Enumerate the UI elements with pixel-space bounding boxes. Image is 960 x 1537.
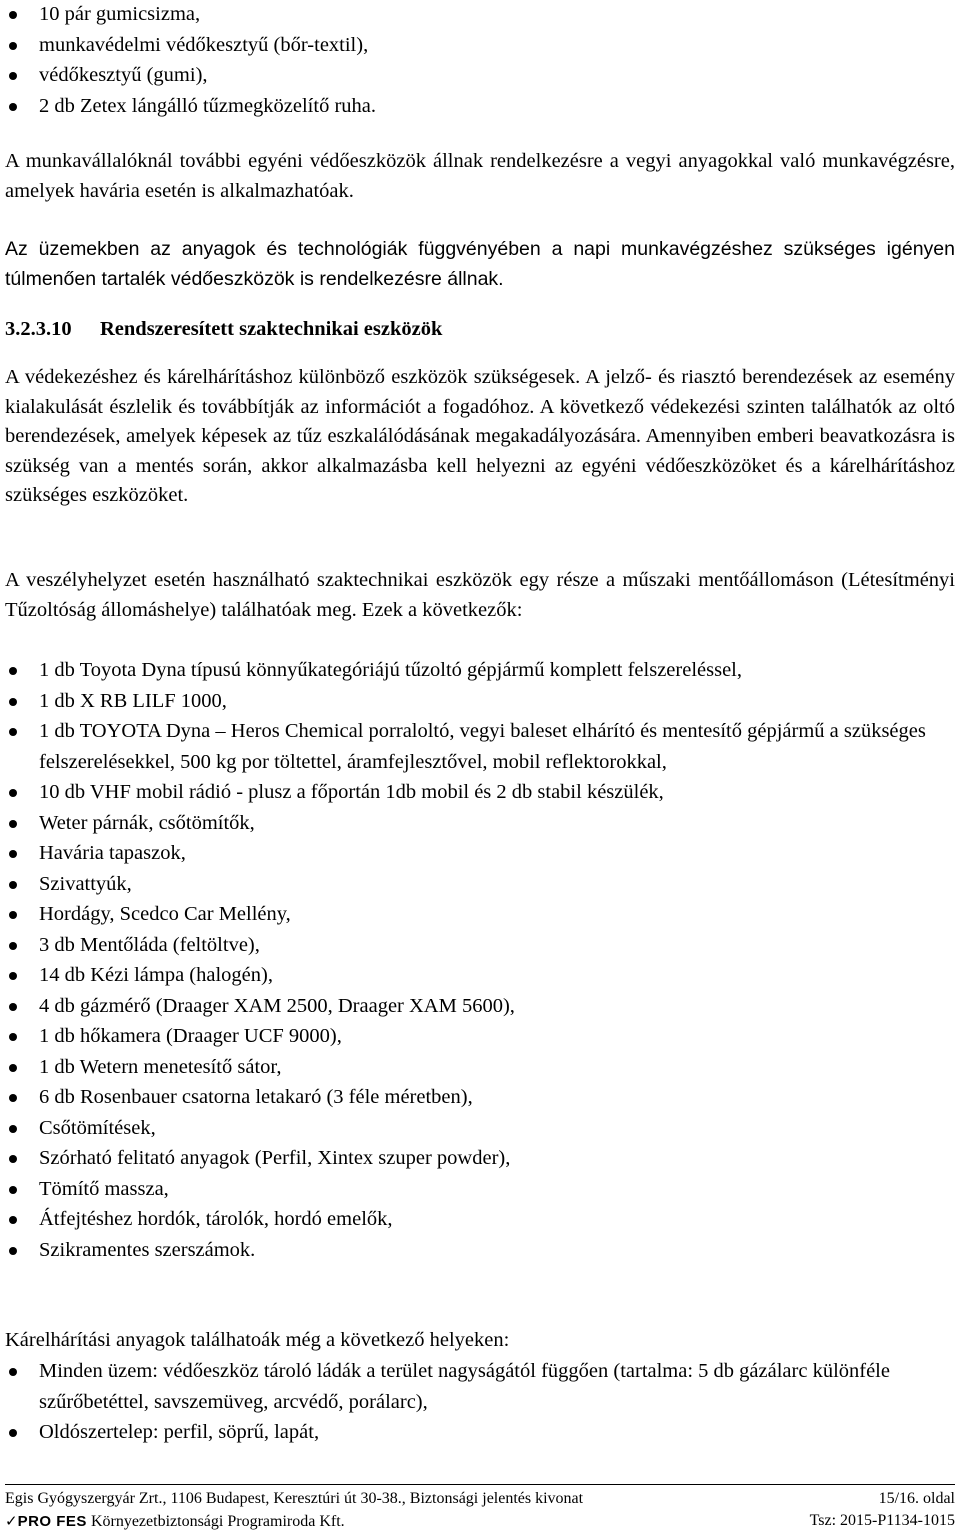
paragraph-reserve-equipment	[5, 234, 955, 294]
list-item: 2 db Zetex lángálló tűzmegközelítő ruha.	[5, 91, 955, 122]
list-item: 1 db Wetern menetesítő sátor,	[5, 1052, 955, 1083]
list-item: 4 db gázmérő (Draager XAM 2500, Draager XAM 5600),	[5, 991, 955, 1022]
footer-row-top	[5, 1490, 955, 1508]
equipment-list	[5, 655, 955, 1265]
list-item: 14 db Kézi lámpa (halogén),	[5, 960, 955, 991]
list-item: Oldószertelep: perfil, söprű, lapát,	[5, 1417, 955, 1448]
list-item: Weter párnák, csőtömítők,	[5, 808, 955, 839]
paragraph-text: A veszélyhelyzet esetén használható szaktechnikai eszközök egy része a műszaki mentőállomáson (Létesítményi Tűzoltóság állomáshelye) találhatóak meg. Ezek a következők:	[5, 569, 955, 621]
footer-row-bottom	[5, 1512, 955, 1531]
footer-company-name: Környezetbiztonsági Programiroda Kft.	[90, 1513, 345, 1530]
checkmark-icon: ✓	[5, 1512, 18, 1530]
section-number: 3.2.3.10	[5, 318, 72, 340]
list-item: Tömítő massza,	[5, 1174, 955, 1205]
footer-reference-number: Tsz: 2015-P1134-1015	[809, 1512, 955, 1529]
paragraph-protective-equipment	[5, 147, 955, 206]
paragraph-text: A munkavállalóknál további egyéni védőeszközök állnak rendelkezésre a vegyi anyagokkal való munkavégzésre, amelyek havária esetén is alkalmazhatóak.	[5, 150, 955, 202]
footer-page-number: 15/16. oldal	[878, 1490, 955, 1507]
list-item: 10 pár gumicsizma,	[5, 0, 955, 30]
footer-document-info: Egis Gyógyszergyár Zrt., 1106 Budapest, Keresztúri út 30-38., Biztonsági jelentés kivonat	[5, 1490, 584, 1507]
list-item: védőkesztyű (gumi),	[5, 60, 955, 91]
section-heading	[5, 318, 442, 341]
list-item: Szivattyúk,	[5, 869, 955, 900]
list-item: 1 db TOYOTA Dyna – Heros Chemical porraloltó, vegyi baleset elhárító és mentesítő gépjármű a szükséges felszerelésekkel, 500 kg por töltettel, áramfejlesztővel, mobil reflektorokkal,	[5, 716, 955, 777]
list-item: munkavédelmi védőkesztyű (bőr-textil),	[5, 30, 955, 61]
list-item: 1 db Toyota Dyna típusú könnyűkategóriájú tűzoltó gépjármű komplett felszereléssel,	[5, 655, 955, 686]
list-item: 6 db Rosenbauer csatorna letakaró (3 féle méretben),	[5, 1082, 955, 1113]
list-item: 3 db Mentőláda (feltöltve),	[5, 930, 955, 961]
footer-divider	[5, 1484, 955, 1485]
list-item: Minden üzem: védőeszköz tároló ládák a terület nagyságától függően (tartalma: 5 db gázálarc különféle szűrőbetéttel, savszemüveg, arcvédő, porálarc),	[5, 1356, 955, 1417]
list-item: Szikramentes szerszámok.	[5, 1235, 955, 1266]
list-item: Átfejtéshez hordók, tárolók, hordó emelők,	[5, 1204, 955, 1235]
brand-logo-text: PRO FES	[17, 1513, 87, 1530]
list-item: 10 db VHF mobil rádió - plusz a főportán 1db mobil és 2 db stabil készülék,	[5, 777, 955, 808]
paragraph-text: Kárelhárítási anyagok találhatoák még a következő helyeken:	[5, 1329, 510, 1351]
paragraph-locations	[5, 1326, 955, 1356]
paragraph-defense-levels	[5, 363, 955, 511]
paragraph-text: Az üzemekben az anyagok és technológiák függvényében a napi munkavégzéshez szükséges igényen túlmenően tartalék védőeszközök is rendelkezésre állnak.	[5, 238, 955, 290]
protective-gear-list	[5, 0, 955, 121]
list-item: Csőtömítések,	[5, 1113, 955, 1144]
footer	[5, 1490, 955, 1531]
paragraph-text: A védekezéshez és kárelhárításhoz különböző eszközök szükségesek. A jelző- és riasztó berendezések az esemény kialakulását észlelik és továbbítják az információt a fogadóhoz. A következő védekezési szinten találhatók az oltó berendezések, amelyek képesek az tűz eszkalálódásának megakadályozására. Amennyiben emberi beavatkozásra is szükség van a mentés során, akkor alkalmazásba kell helyezni az egyéni védőeszközöket és a kárelhárításhoz szükséges eszközöket.	[5, 366, 955, 506]
list-item: 1 db X RB LILF 1000,	[5, 686, 955, 717]
list-item: Hordágy, Scedco Car Mellény,	[5, 899, 955, 930]
list-item: 1 db hőkamera (Draager UCF 9000),	[5, 1021, 955, 1052]
paragraph-rescue-station	[5, 566, 955, 625]
section-title: Rendszeresített szaktechnikai eszközök	[100, 318, 443, 340]
list-item: Havária tapaszok,	[5, 838, 955, 869]
footer-company	[5, 1512, 345, 1531]
location-list	[5, 1356, 955, 1448]
list-item: Szórható felitató anyagok (Perfil, Xintex szuper powder),	[5, 1143, 955, 1174]
